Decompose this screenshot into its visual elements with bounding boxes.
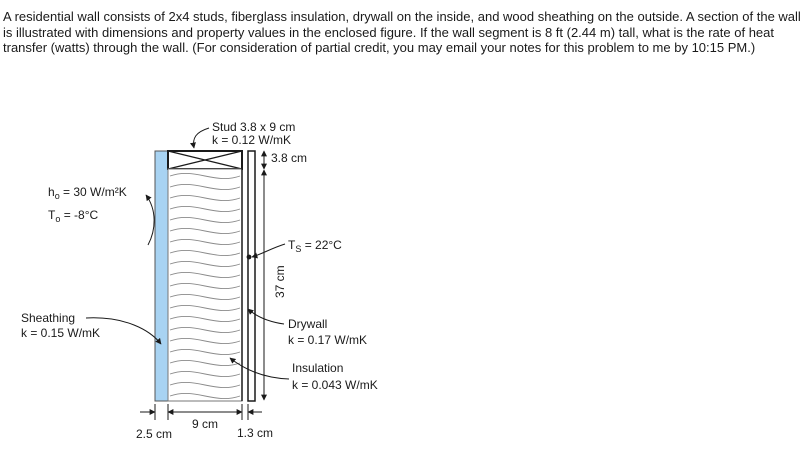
sheathing-label: Sheathing bbox=[21, 311, 76, 325]
sheathing-thickness-label: 2.5 cm bbox=[136, 427, 173, 441]
ts-point bbox=[247, 255, 252, 260]
convection-leader bbox=[146, 195, 154, 245]
to-label: $T_o = -8^\circ C$ bbox=[48, 208, 99, 224]
stud-k-label: k = 0.12 W/mK bbox=[212, 133, 292, 147]
ts-label: $T_S = 22^\circ C$ bbox=[288, 238, 342, 254]
ts-leader bbox=[252, 244, 285, 257]
sheathing-k-label: k = 0.15 W/mK bbox=[21, 326, 101, 340]
insulation-k-label: k = 0.043 W/mK bbox=[292, 378, 378, 392]
drywall-layer bbox=[248, 151, 255, 401]
wall-height-label: 37 cm bbox=[273, 265, 287, 298]
insulation-label: Insulation bbox=[292, 361, 344, 375]
insulation-thickness-label: 9 cm bbox=[192, 417, 219, 431]
stud-label: Stud 3.8 x 9 cm bbox=[212, 120, 296, 134]
ho-label: $h_o = 30$ W/m²K bbox=[48, 185, 127, 201]
insulation-layer bbox=[168, 169, 242, 401]
stud-leader bbox=[194, 128, 209, 148]
stud-height-label: 3.8 cm bbox=[271, 151, 308, 165]
stud-block bbox=[168, 151, 242, 169]
problem-statement: A residential wall consists of 2x4 studs, fiberglass insulation, drywall on the inside, and wood sheathing on the outside. A section of the wall is illustrated with dimensions and property values in the enclosed figure. If the wall segment is 8 ft (2.44 m) tall, what is the rate of heat transfer (watts) through the wall. (For consideration of partial credit, you may email your notes for this problem to me by 10:15 PM.) bbox=[3, 9, 801, 55]
drywall-k-label: k = 0.17 W/mK bbox=[288, 333, 368, 347]
sheathing-layer bbox=[155, 151, 168, 401]
drywall-thickness-label: 1.3 cm bbox=[237, 426, 274, 440]
drywall-label: Drywall bbox=[288, 317, 328, 331]
